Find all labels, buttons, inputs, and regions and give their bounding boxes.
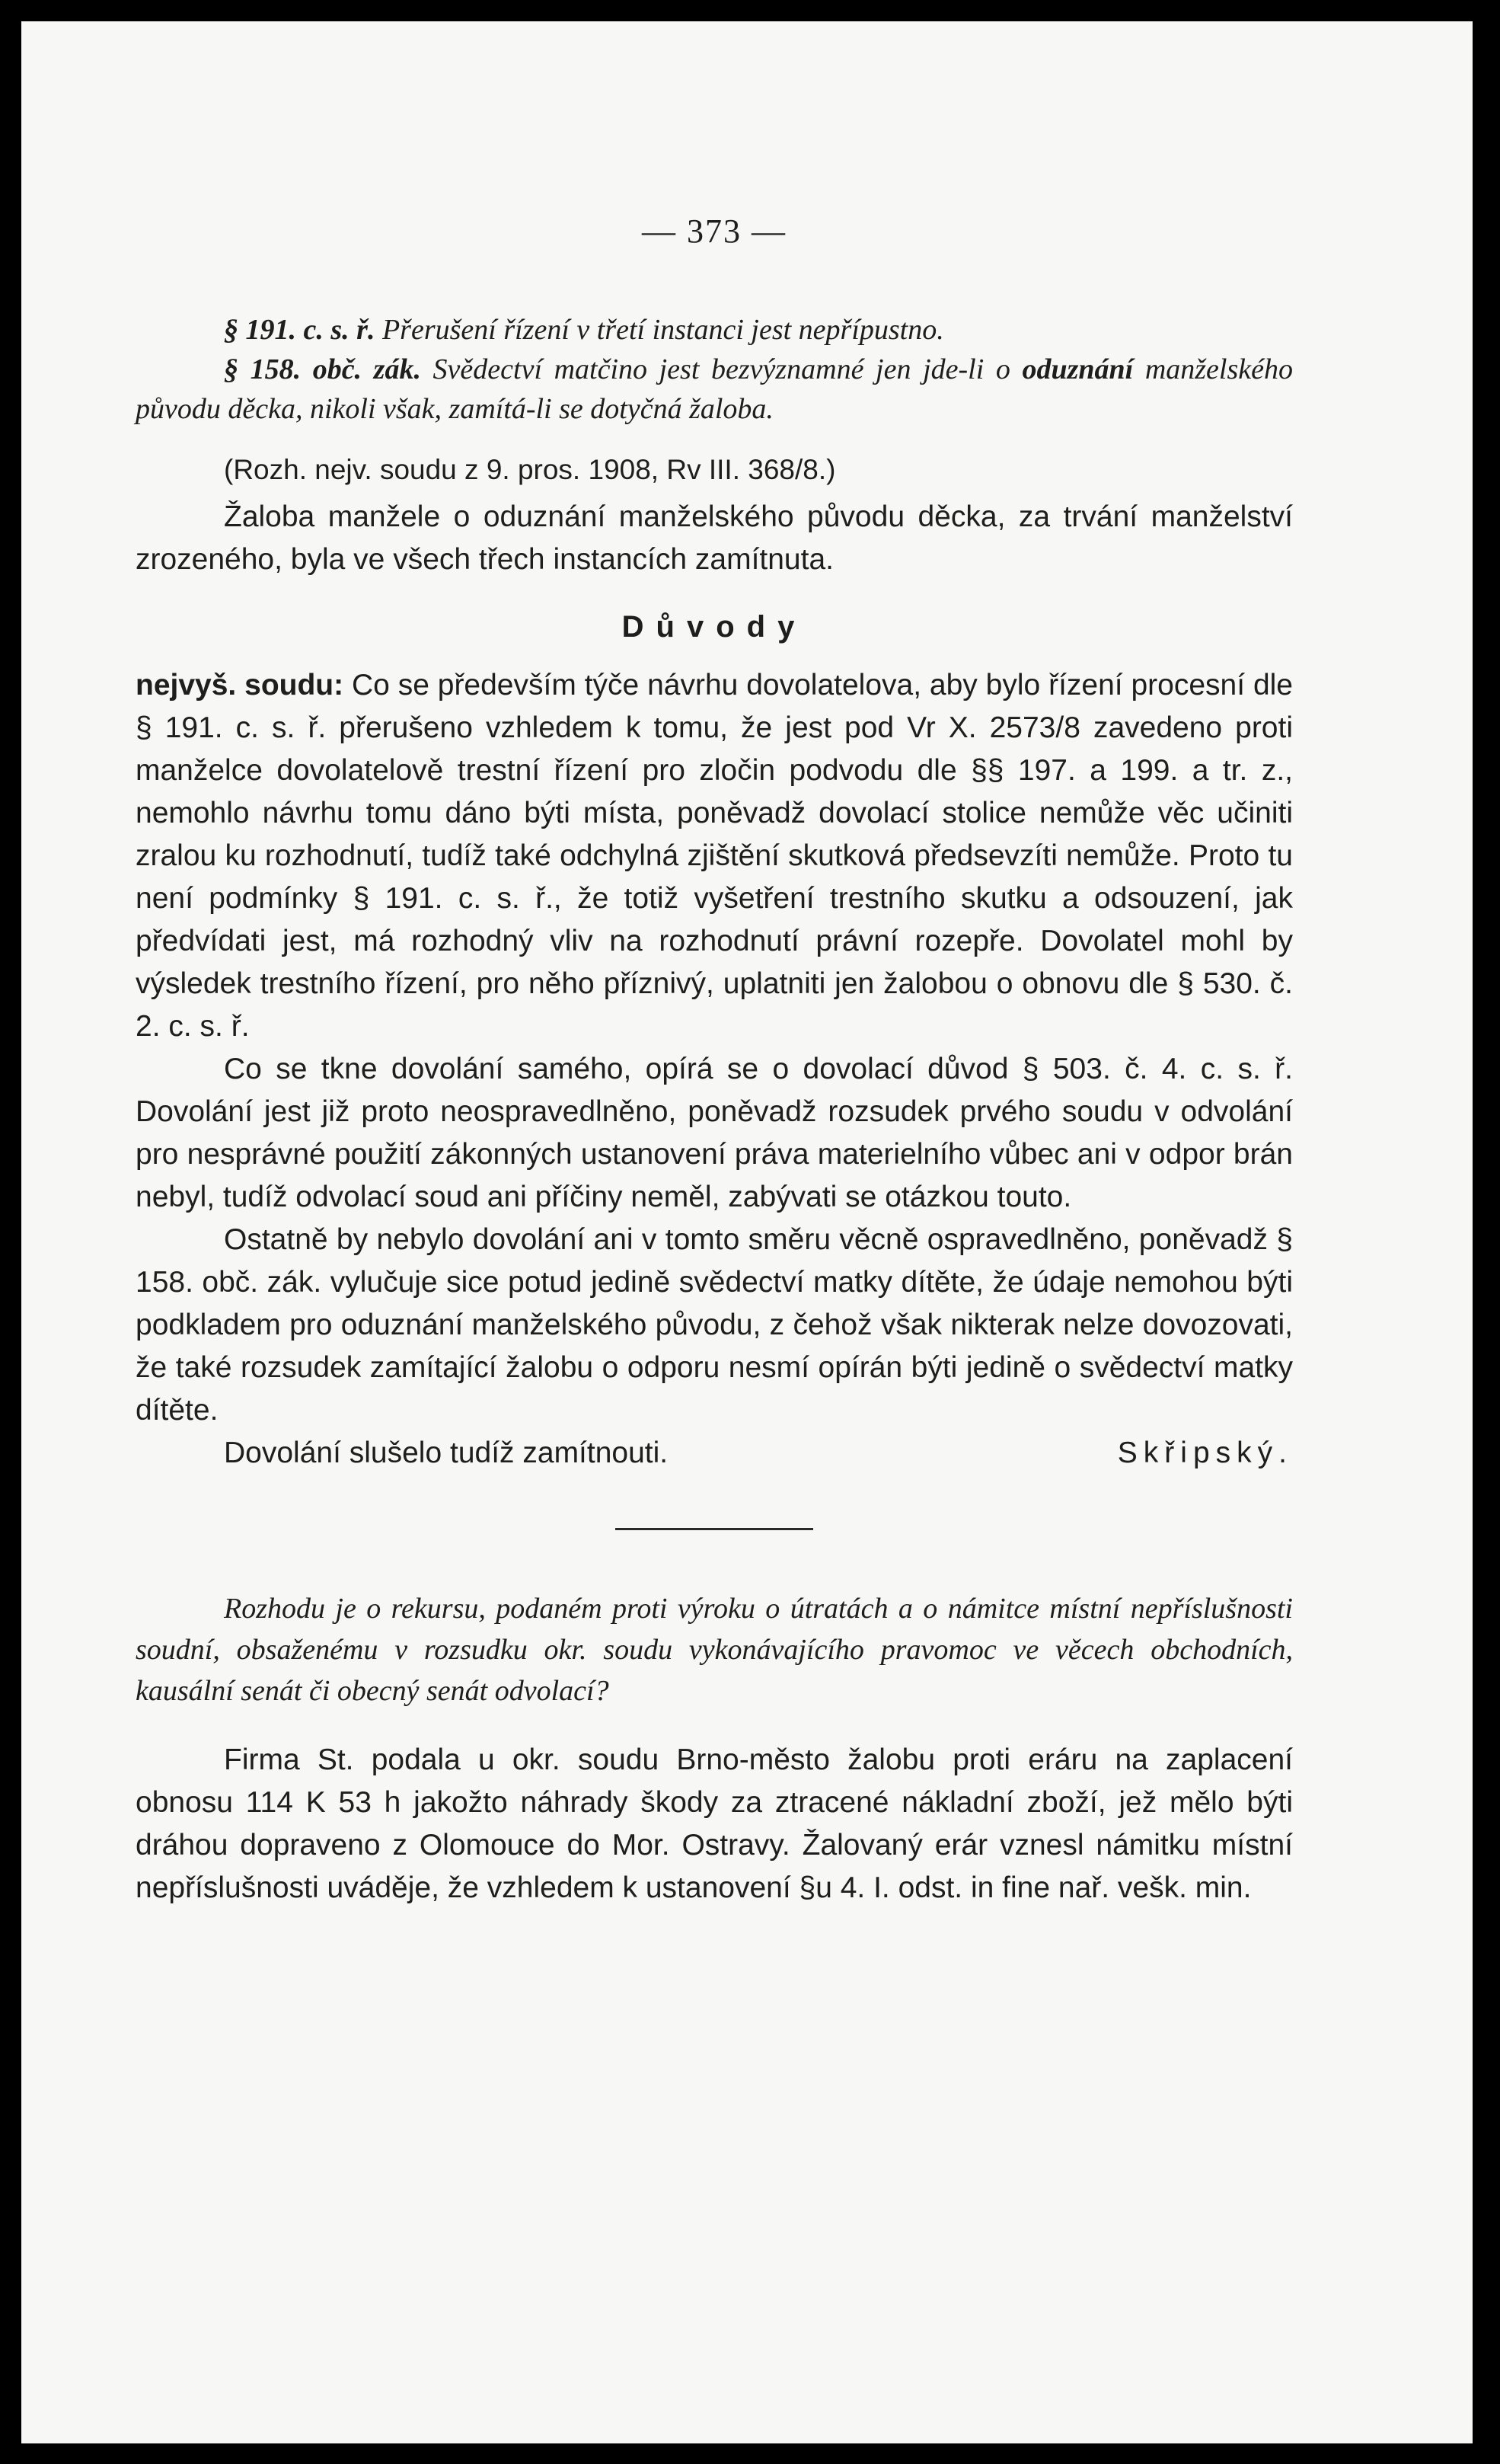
- reasons-lead: nejvyš. soudu:: [136, 669, 344, 701]
- heading-1-text: Přerušení řízení v třetí instanci jest nepřípustno.: [375, 314, 944, 346]
- reasons-paragraph-1: [136, 664, 1293, 1048]
- case-summary: Žaloba manžele o oduznání manželského původu děcka, za trvání manželství zrozeného, byla ve všech třech instancích zamítnuta.: [136, 500, 1293, 576]
- heading-1-citation: § 191. c. s. ř.: [224, 314, 375, 346]
- heading-paragraph-2: [136, 350, 1293, 429]
- legal-question: Rozhodu je o rekursu, podaném proti výroku o útratách a o námitce místní nepříslušnosti soudní, obsaženému v rozsudku okr. soudu vykonávajícího pravomoc ve věcech obchodních, kausální senát či obecný senát odvolací?: [136, 1593, 1293, 1707]
- heading-paragraph-1: [136, 310, 1293, 350]
- judge-signature: Skřipský.: [1117, 1437, 1293, 1469]
- reasons-paragraph-3: Ostatně by nebylo dovolání ani v tomto směru věcně ospravedlněno, poněvadž § 158. obč. zák. vylučuje sice potud jedině svědectví matky dítěte, že údaje nemohou býti podkladem pro oduznání manželského původu, z čehož však nikterak nelze dovozovati, že také rozsudek zamítající žalobu o odporu nesmí opírán býti jedině o svědectví matky dítěte.: [136, 1223, 1293, 1427]
- reasons-title: Důvody: [621, 610, 807, 644]
- section-divider: [615, 1528, 813, 1530]
- heading-2-text: Svědectví matčino jest bezvýznamné jen jde-li o: [420, 353, 1023, 385]
- page-number: — 373 —: [642, 213, 787, 250]
- heading-2-emphasis: oduznání: [1022, 353, 1134, 385]
- reasons-paragraph-1-text: Co se především týče návrhu dovolatelova, aby bylo řízení procesní dle § 191. c. s. ř. přerušeno vzhledem k tomu, že jest pod Vr X. 2573/8 zavedeno proti manželce dovolatelově trestní řízení pro zločin podvodu dle §§ 197. a 199. a tr. z., nemohlo návrhu tomu dáno býti místa, poněvadž dovolací stolice nemůže věc učiniti zralou ku rozhodnutí, tudíž také odchylná zjištění skutková předsevzíti nemůže. Proto tu není podmínky § 191. c. s. ř., že totiž vyšetření trestního skutku a odsouzení, jak předvídati jest, má rozhodný vliv na rozhodnutí právní rozepře. Dovolatel mohl by výsledek trestního řízení, pro něho příznivý, uplatniti jen žalobou o obnovu dle § 530. č. 2. c. s. ř.: [136, 669, 1293, 1043]
- final-paragraph: Firma St. podala u okr. soudu Brno-město žalobu proti eráru na zaplacení obnosu 114 K 53 h jakožto náhrady škody za ztracené nákladní zboží, jež mělo býti dráhou dopraveno z Olomouce do Mor. Ostravy. Žalovaný erár vznesl námitku místní nepříslušnosti uváděje, že vzhledem k ustanovení §u 4. I. odst. in fine nař. vešk. min.: [136, 1743, 1293, 1904]
- page-content: [136, 212, 1293, 1910]
- reasons-paragraph-2: Co se tkne dovolání samého, opírá se o dovolací důvod § 503. č. 4. c. s. ř. Dovolání jest již proto neospravedlněno, poněvadž rozsudek prvého soudu v odvolání pro nesprávné použití zákonných ustanovení práva materielního vůbec ani v odpor brán nebyl, tudíž odvolací soud ani příčiny neměl, zabývati se otázkou touto.: [136, 1053, 1293, 1213]
- document-page: [21, 21, 1473, 2443]
- heading-2-citation: § 158. obč. zák.: [224, 353, 421, 385]
- heading-2-text-end: manželského původu děcka, nikoli však, zamítá-li se dotyčná žaloba.: [136, 353, 1293, 425]
- reasons-conclusion: Dovolání slušelo tudíž zamítnouti.: [224, 1437, 669, 1469]
- decision-reference: (Rozh. nejv. soudu z 9. pros. 1908, Rv III. 368/8.): [224, 454, 836, 485]
- signoff-line: [136, 1432, 1293, 1475]
